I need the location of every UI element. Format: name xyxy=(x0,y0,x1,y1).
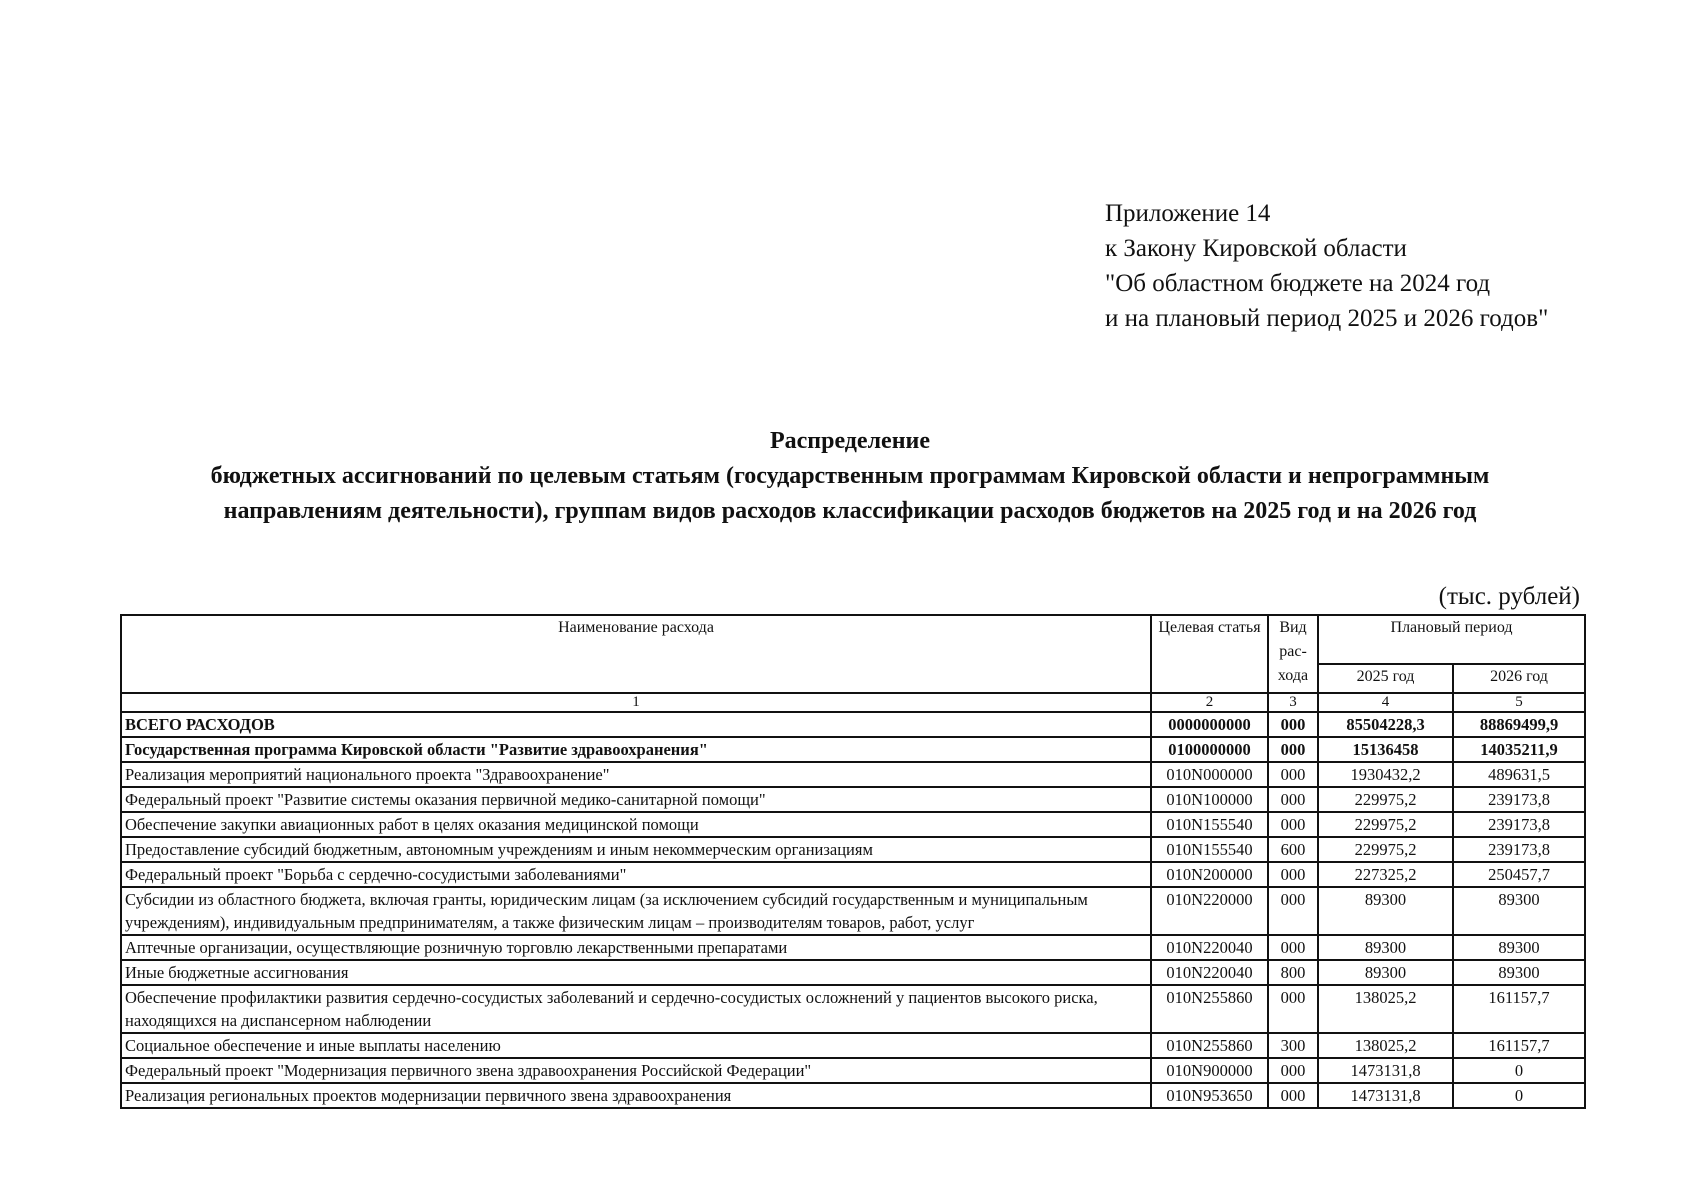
cell-name: Федеральный проект "Модернизация первичного звена здравоохранения Российской Федерации" xyxy=(121,1058,1151,1083)
cell-name: Иные бюджетные ассигнования xyxy=(121,960,1151,985)
cell-2025: 89300 xyxy=(1318,935,1453,960)
column-number: 2 xyxy=(1151,693,1268,712)
table-row xyxy=(121,762,1585,787)
cell-kind: 800 xyxy=(1268,960,1318,985)
cell-2026: 161157,7 xyxy=(1453,1033,1585,1058)
cell-kind: 000 xyxy=(1268,762,1318,787)
cell-name: ВСЕГО РАСХОДОВ xyxy=(121,712,1151,737)
column-number: 5 xyxy=(1453,693,1585,712)
cell-2025: 138025,2 xyxy=(1318,985,1453,1033)
cell-target: 010N000000 xyxy=(1151,762,1268,787)
cell-name: Обеспечение закупки авиационных работ в целях оказания медицинской помощи xyxy=(121,812,1151,837)
cell-name: Обеспечение профилактики развития сердечно-сосудистых заболеваний и сердечно-сосудистых осложнений у пациентов высокого риска, находящихся на диспансерном наблюдении xyxy=(121,985,1151,1033)
units-note: (тыс. рублей) xyxy=(1438,583,1580,610)
cell-name: Государственная программа Кировской области "Развитие здравоохранения" xyxy=(121,737,1151,762)
cell-2026: 239173,8 xyxy=(1453,837,1585,862)
table-row xyxy=(121,1083,1585,1108)
cell-target: 010N100000 xyxy=(1151,787,1268,812)
budget-table xyxy=(120,614,1586,1109)
appendix-line: "Об областном бюджете на 2024 год xyxy=(1105,270,1491,297)
table-row xyxy=(121,960,1585,985)
column-number: 4 xyxy=(1318,693,1453,712)
cell-name: Аптечные организации, осуществляющие розничную торговлю лекарственными препаратами xyxy=(121,935,1151,960)
cell-target: 010N155540 xyxy=(1151,812,1268,837)
cell-kind: 000 xyxy=(1268,787,1318,812)
cell-2025: 89300 xyxy=(1318,887,1453,935)
cell-name: Федеральный проект "Развитие системы оказания первичной медико-санитарной помощи" xyxy=(121,787,1151,812)
cell-name: Субсидии из областного бюджета, включая гранты, юридическим лицам (за исключением субсидий государственным и муниципальным учреждениям), индивидуальным предпринимателям, а также физическим лицам – производителям товаров, работ, услуг xyxy=(121,887,1151,935)
cell-target: 010N255860 xyxy=(1151,1033,1268,1058)
cell-target: 0100000000 xyxy=(1151,737,1268,762)
cell-target: 010N220040 xyxy=(1151,935,1268,960)
table-row xyxy=(121,812,1585,837)
cell-2025: 138025,2 xyxy=(1318,1033,1453,1058)
cell-2025: 229975,2 xyxy=(1318,812,1453,837)
cell-2026: 88869499,9 xyxy=(1453,712,1585,737)
cell-name: Предоставление субсидий бюджетным, автономным учреждениям и иным некоммерческим организациям xyxy=(121,837,1151,862)
cell-target: 010N220000 xyxy=(1151,887,1268,935)
cell-kind: 300 xyxy=(1268,1033,1318,1058)
table-row xyxy=(121,887,1585,935)
header-2025: 2025 год xyxy=(1318,664,1453,693)
appendix-line: Приложение 14 xyxy=(1105,200,1271,227)
cell-kind: 600 xyxy=(1268,837,1318,862)
table-row xyxy=(121,985,1585,1033)
cell-target: 0000000000 xyxy=(1151,712,1268,737)
cell-kind: 000 xyxy=(1268,935,1318,960)
cell-2026: 89300 xyxy=(1453,960,1585,985)
document-subtitle-line: бюджетных ассигнований по целевым статьям (государственным программам Кировской области и непрограммным xyxy=(210,463,1490,489)
cell-2026: 0 xyxy=(1453,1058,1585,1083)
cell-2025: 89300 xyxy=(1318,960,1453,985)
table-row xyxy=(121,862,1585,887)
table-row xyxy=(121,712,1585,737)
table-row xyxy=(121,1033,1585,1058)
cell-kind: 000 xyxy=(1268,812,1318,837)
document-title: Распределение xyxy=(769,428,931,454)
header-name: Наименование расхода xyxy=(121,615,1151,693)
cell-target: 010N220040 xyxy=(1151,960,1268,985)
cell-name: Реализация мероприятий национального проекта "Здравоохранение" xyxy=(121,762,1151,787)
cell-2026: 489631,5 xyxy=(1453,762,1585,787)
table-row xyxy=(121,737,1585,762)
table-row xyxy=(121,1058,1585,1083)
cell-kind: 000 xyxy=(1268,985,1318,1033)
cell-name: Федеральный проект "Борьба с сердечно-сосудистыми заболеваниями" xyxy=(121,862,1151,887)
cell-2025: 229975,2 xyxy=(1318,837,1453,862)
table-row xyxy=(121,787,1585,812)
cell-target: 010N953650 xyxy=(1151,1083,1268,1108)
column-number-row xyxy=(121,693,1585,712)
cell-2026: 89300 xyxy=(1453,887,1585,935)
cell-kind: 000 xyxy=(1268,862,1318,887)
cell-name: Реализация региональных проектов модернизации первичного звена здравоохранения xyxy=(121,1083,1151,1108)
header-target: Целевая статья xyxy=(1151,615,1268,693)
column-number: 3 xyxy=(1268,693,1318,712)
cell-kind: 000 xyxy=(1268,712,1318,737)
cell-2026: 250457,7 xyxy=(1453,862,1585,887)
cell-2026: 239173,8 xyxy=(1453,812,1585,837)
column-number: 1 xyxy=(121,693,1151,712)
cell-2025: 15136458 xyxy=(1318,737,1453,762)
table-header-row xyxy=(121,615,1585,664)
cell-2025: 1473131,8 xyxy=(1318,1083,1453,1108)
header-2026: 2026 год xyxy=(1453,664,1585,693)
table-row xyxy=(121,837,1585,862)
cell-2025: 1930432,2 xyxy=(1318,762,1453,787)
cell-kind: 000 xyxy=(1268,887,1318,935)
appendix-note xyxy=(1105,196,1665,336)
cell-target: 010N200000 xyxy=(1151,862,1268,887)
cell-target: 010N255860 xyxy=(1151,985,1268,1033)
cell-2026: 239173,8 xyxy=(1453,787,1585,812)
appendix-line: к Закону Кировской области xyxy=(1105,235,1407,262)
cell-target: 010N900000 xyxy=(1151,1058,1268,1083)
document-subtitle-line: направлениям деятельности), группам видов расходов классификации расходов бюджетов на 2025 год и на 2026 год xyxy=(223,498,1477,524)
cell-2025: 85504228,3 xyxy=(1318,712,1453,737)
cell-name: Социальное обеспечение и иные выплаты населению xyxy=(121,1033,1151,1058)
header-kind: Вид рас-хода xyxy=(1268,615,1318,693)
table-row xyxy=(121,935,1585,960)
cell-2026: 161157,7 xyxy=(1453,985,1585,1033)
cell-2025: 229975,2 xyxy=(1318,787,1453,812)
document-heading xyxy=(100,424,1600,529)
appendix-line: и на плановый период 2025 и 2026 годов" xyxy=(1105,305,1549,332)
cell-2025: 1473131,8 xyxy=(1318,1058,1453,1083)
cell-2026: 14035211,9 xyxy=(1453,737,1585,762)
cell-2025: 227325,2 xyxy=(1318,862,1453,887)
cell-kind: 000 xyxy=(1268,737,1318,762)
header-period: Плановый период xyxy=(1318,615,1585,664)
cell-2026: 0 xyxy=(1453,1083,1585,1108)
cell-2026: 89300 xyxy=(1453,935,1585,960)
cell-kind: 000 xyxy=(1268,1083,1318,1108)
cell-kind: 000 xyxy=(1268,1058,1318,1083)
cell-target: 010N155540 xyxy=(1151,837,1268,862)
